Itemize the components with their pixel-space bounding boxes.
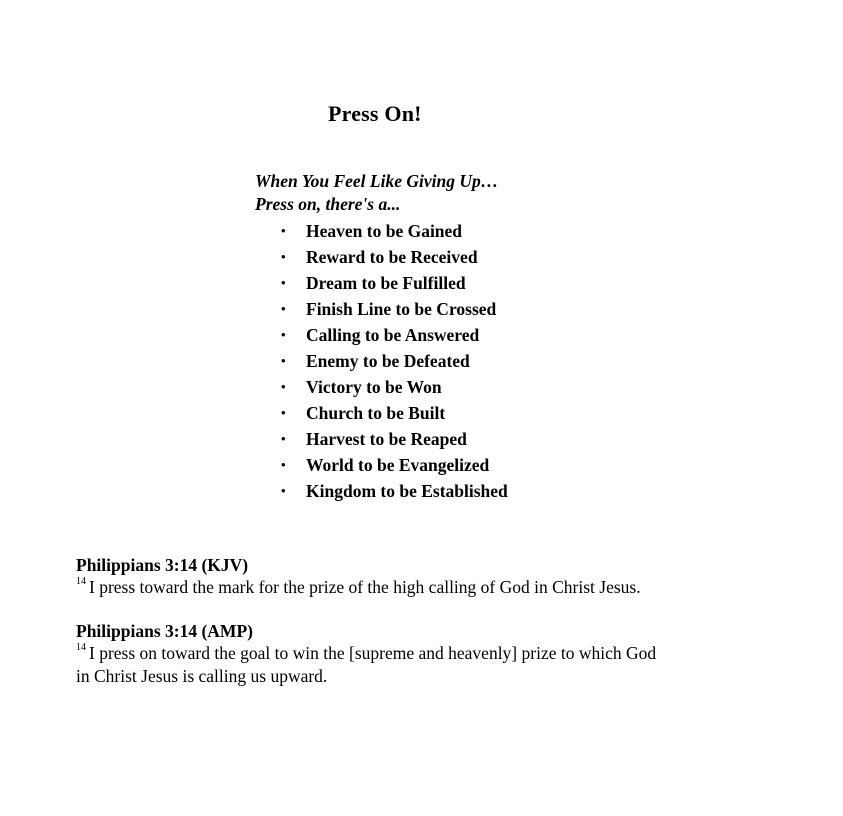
verse-number: 14 (76, 576, 86, 587)
verse-reference: Philippians 3:14 (KJV) (76, 555, 249, 575)
list-item (279, 478, 508, 504)
verse-block-amp (76, 620, 656, 688)
list-item (279, 296, 508, 322)
list-item-text: Victory to be Won (306, 377, 442, 397)
list-item-text: Reward to be Received (306, 247, 478, 267)
page-title: Press On! (328, 101, 422, 126)
intro-text (255, 170, 498, 216)
bullet-icon: • (281, 379, 286, 394)
list-item-text: Church to be Built (306, 403, 446, 423)
list-item (279, 270, 508, 296)
verse-reference: Philippians 3:14 (AMP) (76, 621, 253, 641)
bullet-icon: • (281, 223, 286, 238)
list-item (279, 218, 508, 244)
list-item (279, 322, 508, 348)
list-item-text: Kingdom to be Established (306, 481, 508, 501)
list-item (279, 426, 508, 452)
verse-text (76, 642, 656, 665)
list-item (279, 400, 508, 426)
list-item-text: Finish Line to be Crossed (306, 299, 497, 319)
list-item (279, 244, 508, 270)
verse-block-kjv (76, 554, 641, 599)
bullet-icon: • (281, 483, 286, 498)
bullet-icon: • (281, 457, 286, 472)
verse-text (76, 576, 641, 599)
verse-line: I press on toward the goal to win the [supreme and heavenly] prize to which God (89, 643, 657, 663)
intro-line: When You Feel Like Giving Up… (255, 171, 499, 191)
verse-line: I press toward the mark for the prize of the high calling of God in Christ Jesus. (89, 577, 641, 597)
list-item (279, 374, 508, 400)
bullet-icon: • (281, 353, 286, 368)
list-item-text: Enemy to be Defeated (306, 351, 470, 371)
list-item-text: Heaven to be Gained (306, 221, 463, 241)
bullet-icon: • (281, 405, 286, 420)
bullet-icon: • (281, 249, 286, 264)
bullet-icon: • (281, 301, 286, 316)
bullet-icon: • (281, 327, 286, 342)
list-item-text: Harvest to be Reaped (306, 429, 467, 449)
bullet-icon: • (281, 431, 286, 446)
bullet-list (279, 218, 508, 504)
verse-line: in Christ Jesus is calling us upward. (76, 666, 328, 686)
verse-number: 14 (76, 642, 86, 653)
list-item-text: World to be Evangelized (306, 455, 490, 475)
list-item-text: Calling to be Answered (306, 325, 480, 345)
list-item (279, 348, 508, 374)
intro-line: Press on, there's a... (255, 194, 401, 214)
bullet-icon: • (281, 275, 286, 290)
list-item (279, 452, 508, 478)
list-item-text: Dream to be Fulfilled (306, 273, 466, 293)
